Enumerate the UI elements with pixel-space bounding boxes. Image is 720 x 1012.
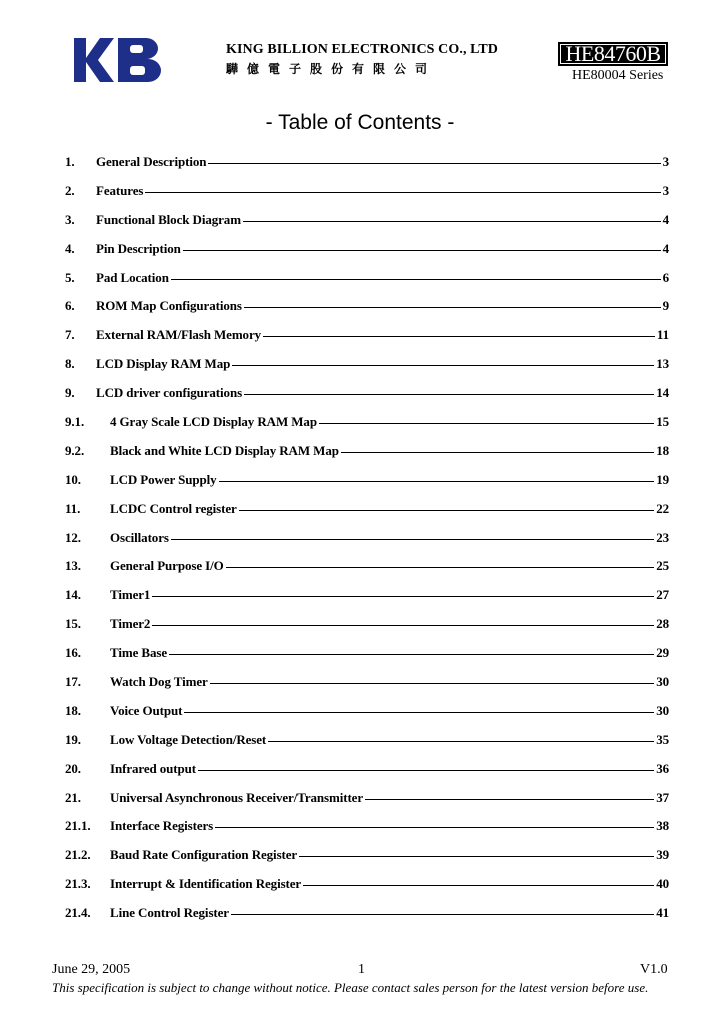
- toc-entry[interactable]: [65, 270, 669, 299]
- toc-entry-number: 16.: [65, 645, 81, 661]
- company-logo: [72, 36, 164, 84]
- toc-entry[interactable]: [65, 385, 669, 414]
- toc-entry-page: 30: [656, 702, 669, 718]
- toc-entry-label: Watch Dog Timer: [110, 674, 208, 690]
- toc-entry-number: 12.: [65, 529, 81, 545]
- toc-entry[interactable]: [65, 645, 669, 674]
- toc-entry-number: 21.3.: [65, 876, 91, 892]
- toc-entry-number: 20.: [65, 760, 81, 776]
- series-label: HE80004 Series: [572, 68, 664, 83]
- toc-entry-label: Pad Location: [96, 269, 169, 285]
- toc-dot-leader: [244, 307, 661, 308]
- footer-date: June 29, 2005: [52, 962, 131, 977]
- toc-entry-page: 41: [656, 905, 669, 921]
- part-number: HE84760B: [558, 42, 668, 66]
- toc-entry[interactable]: [65, 530, 669, 559]
- toc-dot-leader: [219, 481, 655, 482]
- toc-dot-leader: [171, 279, 661, 280]
- toc-entry-label: Low Voltage Detection/Reset: [110, 731, 267, 747]
- toc-entry-page: 13: [656, 356, 669, 372]
- toc-entry[interactable]: [65, 327, 669, 356]
- toc-entry-page: 4: [662, 211, 669, 227]
- footer-version: V1.0: [640, 962, 668, 977]
- toc-entry[interactable]: [65, 356, 669, 385]
- toc-entry-page: 18: [656, 442, 669, 458]
- toc-dot-leader: [145, 192, 660, 193]
- toc-entry-page: 38: [656, 818, 669, 834]
- toc-entry-number: 9.: [65, 385, 75, 401]
- toc-entry-number: 17.: [65, 674, 81, 690]
- toc-entry-number: 6.: [65, 298, 75, 314]
- toc-dot-leader: [231, 914, 654, 915]
- toc-entry-page: 35: [656, 731, 669, 747]
- toc-dot-leader: [239, 510, 655, 511]
- toc-dot-leader: [152, 625, 654, 626]
- toc-entry-page: 39: [656, 847, 669, 863]
- toc-entry[interactable]: [65, 732, 669, 761]
- toc-entry-page: 14: [656, 385, 669, 401]
- toc-entry[interactable]: [65, 183, 669, 212]
- toc-dot-leader: [319, 423, 654, 424]
- toc-entry-page: 15: [656, 414, 669, 430]
- table-of-contents: [65, 154, 669, 934]
- toc-entry-page: 25: [656, 558, 669, 574]
- toc-entry-number: 11.: [65, 500, 81, 516]
- toc-entry-number: 10.: [65, 471, 81, 487]
- toc-entry-label: Universal Asynchronous Receiver/Transmitter: [110, 789, 364, 805]
- toc-dot-leader: [303, 885, 654, 886]
- toc-entry[interactable]: [65, 703, 669, 732]
- toc-entry-page: 27: [656, 587, 669, 603]
- toc-entry[interactable]: [65, 761, 669, 790]
- toc-entry-number: 21.2.: [65, 847, 91, 863]
- toc-entry-page: 4: [662, 240, 669, 256]
- toc-entry[interactable]: [65, 674, 669, 703]
- toc-dot-leader: [244, 394, 654, 395]
- toc-entry-page: 40: [656, 876, 669, 892]
- company-name-chinese: 驊億電子股份有限公司: [226, 62, 437, 76]
- toc-entry-number: 9.2.: [65, 442, 85, 458]
- toc-entry-page: 9: [662, 298, 669, 314]
- toc-dot-leader: [208, 163, 660, 164]
- toc-entry-label: Infrared output: [110, 760, 197, 776]
- toc-entry-page: 11: [656, 327, 669, 343]
- toc-dot-leader: [169, 654, 654, 655]
- toc-entry-label: Baud Rate Configuration Register: [110, 847, 298, 863]
- toc-dot-leader: [341, 452, 654, 453]
- toc-entry-number: 5.: [65, 269, 75, 285]
- toc-entry-number: 8.: [65, 356, 75, 372]
- toc-entry-label: Timer1: [110, 587, 151, 603]
- toc-dot-leader: [263, 336, 655, 337]
- toc-entry-number: 13.: [65, 558, 81, 574]
- toc-entry[interactable]: [65, 587, 669, 616]
- toc-entry[interactable]: [65, 818, 669, 847]
- toc-dot-leader: [365, 799, 654, 800]
- toc-dot-leader: [215, 827, 654, 828]
- toc-entry-page: 6: [662, 269, 669, 285]
- toc-entry[interactable]: [65, 414, 669, 443]
- toc-entry-label: Functional Block Diagram: [96, 211, 241, 227]
- toc-entry[interactable]: [65, 905, 669, 934]
- toc-entry-number: 9.1.: [65, 414, 85, 430]
- toc-entry-label: General Purpose I/O: [110, 558, 224, 574]
- toc-entry[interactable]: [65, 298, 669, 327]
- toc-entry-page: 29: [656, 645, 669, 661]
- toc-entry-label: Oscillators: [110, 529, 169, 545]
- toc-entry-label: Interrupt & Identification Register: [110, 876, 302, 892]
- toc-entry-label: LCD Display RAM Map: [96, 356, 231, 372]
- footer-notice: This specification is subject to change without notice. Please contact sales person for the latest version before use.: [52, 980, 649, 995]
- toc-entry-number: 21.4.: [65, 905, 91, 921]
- toc-entry-number: 19.: [65, 731, 81, 747]
- toc-dot-leader: [268, 741, 654, 742]
- toc-entry-number: 18.: [65, 702, 81, 718]
- toc-entry-label: Voice Output: [110, 702, 183, 718]
- toc-entry-label: LCDC Control register: [110, 500, 237, 516]
- toc-entry-label: Line Control Register: [110, 905, 229, 921]
- toc-entry-label: Black and White LCD Display RAM Map: [110, 442, 339, 458]
- toc-entry-page: 3: [662, 154, 669, 169]
- toc-dot-leader: [226, 567, 655, 568]
- toc-entry-label: Features: [96, 182, 144, 198]
- toc-entry-label: 4 Gray Scale LCD Display RAM Map: [110, 414, 317, 430]
- toc-entry-label: Interface Registers: [110, 818, 214, 834]
- toc-entry[interactable]: [65, 472, 669, 501]
- toc-entry-number: 1.: [65, 154, 75, 169]
- toc-dot-leader: [152, 596, 654, 597]
- toc-entry-number: 2.: [65, 182, 75, 198]
- toc-entry[interactable]: [65, 241, 669, 270]
- toc-dot-leader: [210, 683, 655, 684]
- toc-entry[interactable]: [65, 876, 669, 905]
- toc-entry-page: 19: [656, 471, 669, 487]
- toc-entry-label: Time Base: [110, 645, 167, 661]
- toc-entry[interactable]: [65, 154, 669, 183]
- toc-entry-number: 7.: [65, 327, 75, 343]
- toc-entry-number: 21.: [65, 789, 81, 805]
- toc-dot-leader: [184, 712, 654, 713]
- toc-entry-label: LCD Power Supply: [110, 471, 217, 487]
- toc-entry[interactable]: [65, 501, 669, 530]
- page-title: - Table of Contents -: [265, 111, 455, 134]
- toc-dot-leader: [299, 856, 654, 857]
- company-name: KING BILLION ELECTRONICS CO., LTD: [226, 42, 498, 57]
- toc-entry-page: 22: [656, 500, 669, 516]
- toc-entry[interactable]: [65, 558, 669, 587]
- toc-entry-label: General Description: [96, 154, 207, 169]
- toc-entry-label: Pin Description: [96, 240, 181, 256]
- toc-entry-page: 3: [662, 182, 669, 198]
- toc-entry-label: LCD driver configurations: [96, 385, 243, 401]
- toc-entry[interactable]: [65, 212, 669, 241]
- toc-entry-number: 4.: [65, 240, 75, 256]
- toc-entry-label: External RAM/Flash Memory: [96, 327, 262, 343]
- footer-page-number: 1: [358, 962, 365, 977]
- toc-entry-page: 37: [656, 789, 669, 805]
- toc-entry-number: 3.: [65, 211, 75, 227]
- toc-dot-leader: [243, 221, 661, 222]
- toc-dot-leader: [183, 250, 661, 251]
- toc-entry[interactable]: [65, 790, 669, 819]
- toc-entry-number: 21.1.: [65, 818, 91, 834]
- toc-entry[interactable]: [65, 616, 669, 645]
- toc-entry-page: 30: [656, 674, 669, 690]
- toc-entry[interactable]: [65, 443, 669, 472]
- toc-dot-leader: [171, 539, 654, 540]
- toc-dot-leader: [232, 365, 654, 366]
- toc-entry-page: 28: [656, 616, 669, 632]
- toc-entry[interactable]: [65, 847, 669, 876]
- toc-entry-number: 15.: [65, 616, 81, 632]
- toc-entry-label: ROM Map Configurations: [96, 298, 242, 314]
- toc-entry-page: 36: [656, 760, 669, 776]
- toc-entry-label: Timer2: [110, 616, 151, 632]
- toc-entry-page: 23: [656, 529, 669, 545]
- toc-entry-number: 14.: [65, 587, 81, 603]
- toc-dot-leader: [198, 770, 654, 771]
